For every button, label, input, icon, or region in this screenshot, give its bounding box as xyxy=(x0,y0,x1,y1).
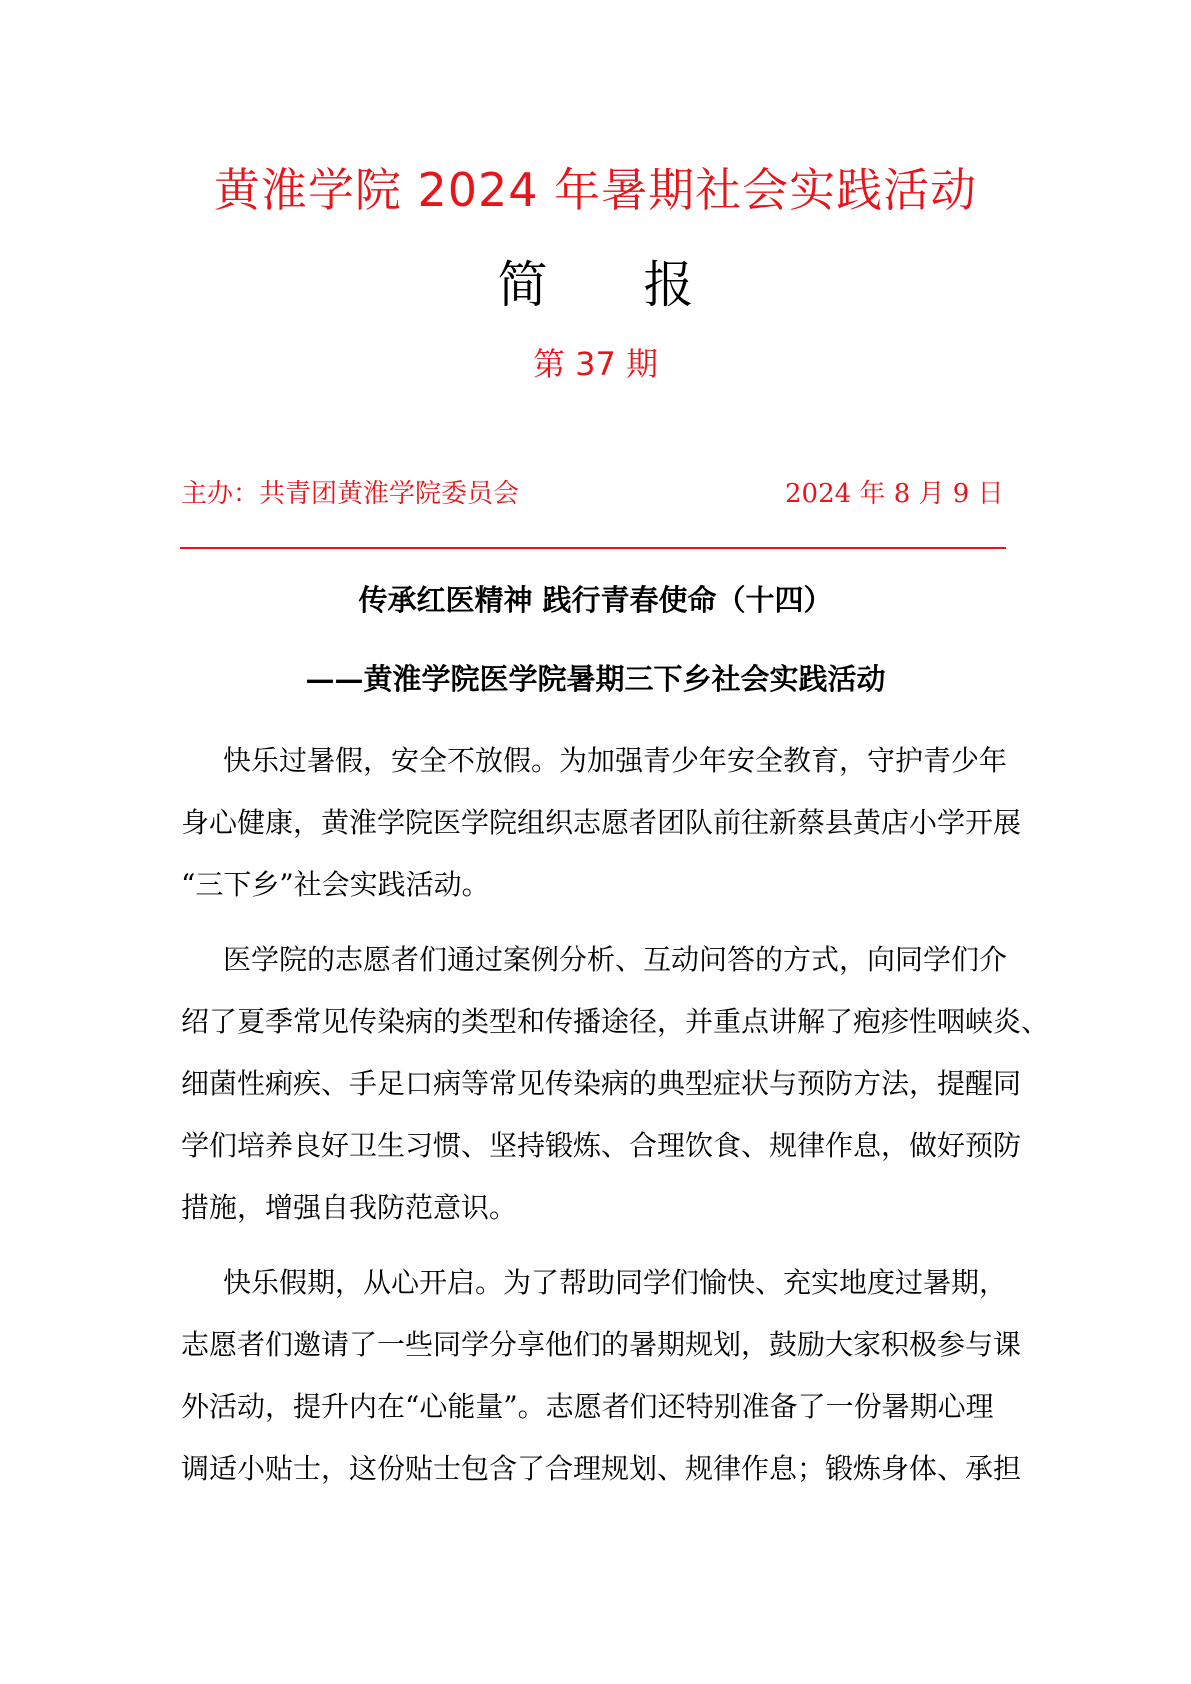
paragraph-line: 志愿者们邀请了一些同学分享他们的暑期规划，鼓励大家积极参与课 xyxy=(181,1328,1022,1361)
sponsor-line: 主办：共青团黄淮学院委员会 xyxy=(181,479,520,509)
paragraph-line: 身心健康，黄淮学院医学院组织志愿者团队前往新蔡县黄店小学开展 xyxy=(181,806,1022,839)
paragraph-line: 学们培养良好卫生习惯、坚持锻炼、合理饮食、规律作息，做好预防 xyxy=(181,1129,1022,1162)
paragraph-line: 措施，增强自我防范意识。 xyxy=(181,1191,518,1224)
paragraph-line: 快乐假期，从心开启。为了帮助同学们愉快、充实地度过暑期， xyxy=(223,1266,1008,1299)
article-paragraph xyxy=(181,730,1021,916)
issue-number: 第 37 期 xyxy=(532,345,659,383)
article-paragraph xyxy=(181,929,1050,1239)
bulletin-title: 黄淮学院 2024 年暑期社会实践活动 xyxy=(213,163,978,217)
article-paragraph xyxy=(181,1252,1021,1500)
paragraph-line: 快乐过暑假，安全不放假。为加强青少年安全教育，守护青少年 xyxy=(223,744,1008,777)
paragraph-line: 医学院的志愿者们通过案例分析、互动问答的方式，向同学们介 xyxy=(223,943,1008,976)
article-subheading: ——黄淮学院医学院暑期三下乡社会实践活动 xyxy=(305,662,886,696)
article-heading: 传承红医精神 践行青春使命（十四） xyxy=(358,583,833,617)
header-divider xyxy=(180,547,1006,549)
paragraph-line: 绍了夏季常见传染病的类型和传播途径，并重点讲解了疱疹性咽峡炎、 xyxy=(181,1005,1050,1038)
paragraph-line: 外活动，提升内在“心能量”。志愿者们还特别准备了一份暑期心理 xyxy=(181,1390,994,1423)
paragraph-line: “三下乡”社会实践活动。 xyxy=(181,868,490,901)
bulletin-subtitle: 简 报 xyxy=(497,256,734,314)
paragraph-line: 细菌性痢疾、手足口病等常见传染病的典型症状与预防方法，提醒同 xyxy=(181,1067,1022,1100)
publish-date: 2024 年 8 月 9 日 xyxy=(785,479,1004,509)
paragraph-line: 调适小贴士，这份贴士包含了合理规划、规律作息；锻炼身体、承担 xyxy=(181,1452,1022,1485)
